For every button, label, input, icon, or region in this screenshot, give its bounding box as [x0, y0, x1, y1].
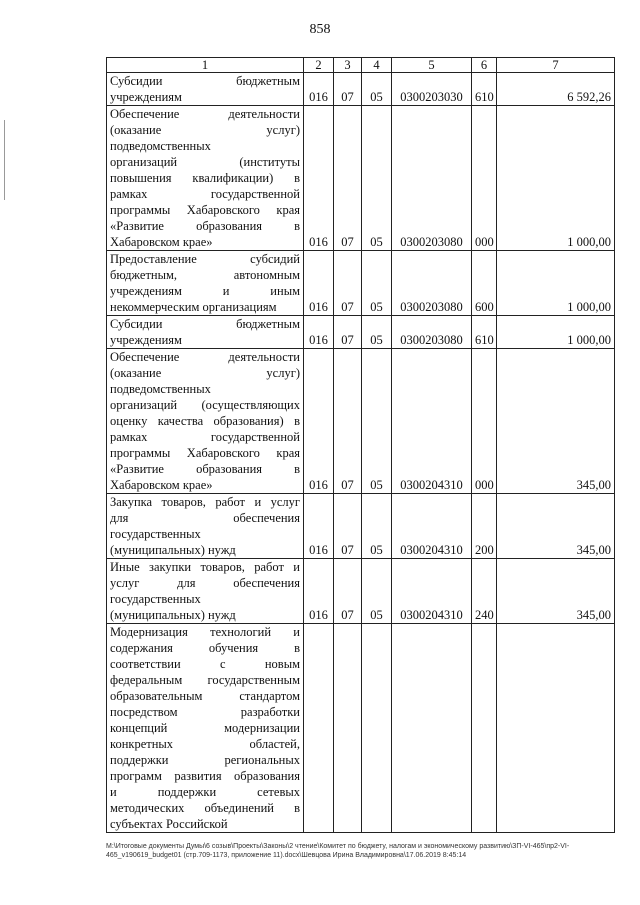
row-name-line: рамках государственной — [110, 187, 300, 201]
amount-cell: 6 592,26 — [497, 73, 615, 106]
row-name-line: государственных — [110, 592, 201, 606]
target-article-cell: 0300203080 — [392, 251, 472, 316]
row-name-line: Обеспечение деятельности — [110, 107, 300, 121]
row-name-line: методических объединений в — [110, 801, 300, 815]
table-row — [107, 251, 615, 316]
row-name-cell — [107, 106, 304, 251]
row-name-cell — [107, 624, 304, 833]
row-name-line: учреждениям — [110, 90, 182, 104]
ministry-code-cell: 016 — [304, 73, 334, 106]
amount-cell — [497, 624, 615, 833]
column-header: 1 — [107, 58, 304, 73]
row-name-line: учреждениям и иным — [110, 284, 300, 298]
row-name-line: услуг для обеспечения — [110, 576, 300, 590]
subsection-code-cell: 05 — [362, 559, 392, 624]
section-code-cell: 07 — [334, 349, 362, 494]
row-name-line: «Развитие образования в — [110, 462, 300, 476]
ministry-code-cell: 016 — [304, 106, 334, 251]
margin-mark — [4, 120, 5, 200]
row-name-line: для обеспечения — [110, 511, 300, 525]
row-name-line: программы Хабаровского края — [110, 446, 300, 460]
table-row — [107, 73, 615, 106]
expense-type-cell — [472, 624, 497, 833]
row-name-line: подведомственных — [110, 382, 211, 396]
column-header: 6 — [472, 58, 497, 73]
column-header: 7 — [497, 58, 615, 73]
row-name-line: Субсидии бюджетным — [110, 317, 300, 331]
row-name-line: подведомственных — [110, 139, 211, 153]
table-row — [107, 559, 615, 624]
row-name-line: Модернизация технологий и — [110, 625, 300, 639]
row-name-line: Обеспечение деятельности — [110, 350, 300, 364]
row-name-line: рамках государственной — [110, 430, 300, 444]
subsection-code-cell: 05 — [362, 106, 392, 251]
section-code-cell: 07 — [334, 494, 362, 559]
column-header: 5 — [392, 58, 472, 73]
section-code-cell: 07 — [334, 73, 362, 106]
target-article-cell: 0300204310 — [392, 349, 472, 494]
ministry-code-cell: 016 — [304, 349, 334, 494]
expense-type-cell: 000 — [472, 349, 497, 494]
target-article-cell: 0300204310 — [392, 494, 472, 559]
section-code-cell: 07 — [334, 559, 362, 624]
column-header: 3 — [334, 58, 362, 73]
row-name-line: Хабаровском крае» — [110, 235, 213, 249]
ministry-code-cell — [304, 624, 334, 833]
amount-cell: 345,00 — [497, 559, 615, 624]
row-name-line: организаций (осуществляющих — [110, 398, 300, 412]
row-name-cell — [107, 349, 304, 494]
target-article-cell: 0300203080 — [392, 316, 472, 349]
amount-cell: 1 000,00 — [497, 316, 615, 349]
column-header: 4 — [362, 58, 392, 73]
row-name-line: поддержки региональных — [110, 753, 300, 767]
row-name-line: содержания обучения в — [110, 641, 300, 655]
row-name-cell — [107, 73, 304, 106]
row-name-line: и поддержки сетевых — [110, 785, 300, 799]
budget-table — [106, 57, 615, 833]
row-name-line: программы Хабаровского края — [110, 203, 300, 217]
table-row — [107, 316, 615, 349]
subsection-code-cell: 05 — [362, 251, 392, 316]
target-article-cell: 0300203080 — [392, 106, 472, 251]
amount-cell: 1 000,00 — [497, 251, 615, 316]
row-name-line: организаций (институты — [110, 155, 300, 169]
row-name-cell — [107, 251, 304, 316]
row-name-line: некоммерческим организациям — [110, 300, 277, 314]
row-name-line: субъектах Российской — [110, 817, 228, 831]
row-name-line: конкретных областей, — [110, 737, 300, 751]
row-name-line: посредством разработки — [110, 705, 300, 719]
row-name-line: повышения квалификации) в — [110, 171, 300, 185]
row-name-cell — [107, 316, 304, 349]
section-code-cell: 07 — [334, 106, 362, 251]
row-name-line: бюджетным, автономным — [110, 268, 300, 282]
row-name-line: программ развития образования — [110, 769, 300, 783]
ministry-code-cell: 016 — [304, 251, 334, 316]
ministry-code-cell: 016 — [304, 316, 334, 349]
subsection-code-cell — [362, 624, 392, 833]
expense-type-cell: 610 — [472, 73, 497, 106]
amount-cell: 345,00 — [497, 494, 615, 559]
row-name-line: концепций модернизации — [110, 721, 300, 735]
amount-cell: 345,00 — [497, 349, 615, 494]
table-row — [107, 624, 615, 833]
row-name-line: Хабаровском крае» — [110, 478, 213, 492]
row-name-cell — [107, 494, 304, 559]
target-article-cell — [392, 624, 472, 833]
ministry-code-cell: 016 — [304, 494, 334, 559]
row-name-line: Субсидии бюджетным — [110, 74, 300, 88]
table-row — [107, 106, 615, 251]
table-row — [107, 494, 615, 559]
column-header: 2 — [304, 58, 334, 73]
subsection-code-cell: 05 — [362, 349, 392, 494]
row-name-line: оценку качества образования) в — [110, 414, 300, 428]
expense-type-cell: 610 — [472, 316, 497, 349]
row-name-line: Иные закупки товаров, работ и — [110, 560, 300, 574]
expense-type-cell: 200 — [472, 494, 497, 559]
row-name-cell — [107, 559, 304, 624]
file-path-footer: M:\Итоговые документы Думы\6 созыв\Проекты\Законы\2 чтение\Комитет по бюджету, налогам и экономическому развитию\ЗП-VI-465\пр2-VI-465_v190619_budget01 (стр.709-1173, приложение 11).docx\Шевцова Ирина Владимировна\17.06.2019 8:45:14 — [106, 843, 570, 859]
section-code-cell: 07 — [334, 316, 362, 349]
subsection-code-cell: 05 — [362, 494, 392, 559]
section-code-cell: 07 — [334, 251, 362, 316]
row-name-line: (оказание услуг) — [110, 366, 300, 380]
row-name-line: (оказание услуг) — [110, 123, 300, 137]
table-header-row — [107, 58, 615, 73]
expense-type-cell: 240 — [472, 559, 497, 624]
amount-cell: 1 000,00 — [497, 106, 615, 251]
subsection-code-cell: 05 — [362, 316, 392, 349]
row-name-line: образовательным стандартом — [110, 689, 300, 703]
row-name-line: государственных — [110, 527, 201, 541]
target-article-cell: 0300203030 — [392, 73, 472, 106]
row-name-line: учреждениям — [110, 333, 182, 347]
subsection-code-cell: 05 — [362, 73, 392, 106]
row-name-line: (муниципальных) нужд — [110, 543, 236, 557]
section-code-cell — [334, 624, 362, 833]
table-row — [107, 349, 615, 494]
row-name-line: Предоставление субсидий — [110, 252, 300, 266]
expense-type-cell: 600 — [472, 251, 497, 316]
row-name-line: федеральным государственным — [110, 673, 300, 687]
ministry-code-cell: 016 — [304, 559, 334, 624]
row-name-line: Закупка товаров, работ и услуг — [110, 495, 300, 509]
page-number: 858 — [309, 22, 331, 37]
row-name-line: (муниципальных) нужд — [110, 608, 236, 622]
target-article-cell: 0300204310 — [392, 559, 472, 624]
row-name-line: соответствии с новым — [110, 657, 300, 671]
row-name-line: «Развитие образования в — [110, 219, 300, 233]
expense-type-cell: 000 — [472, 106, 497, 251]
